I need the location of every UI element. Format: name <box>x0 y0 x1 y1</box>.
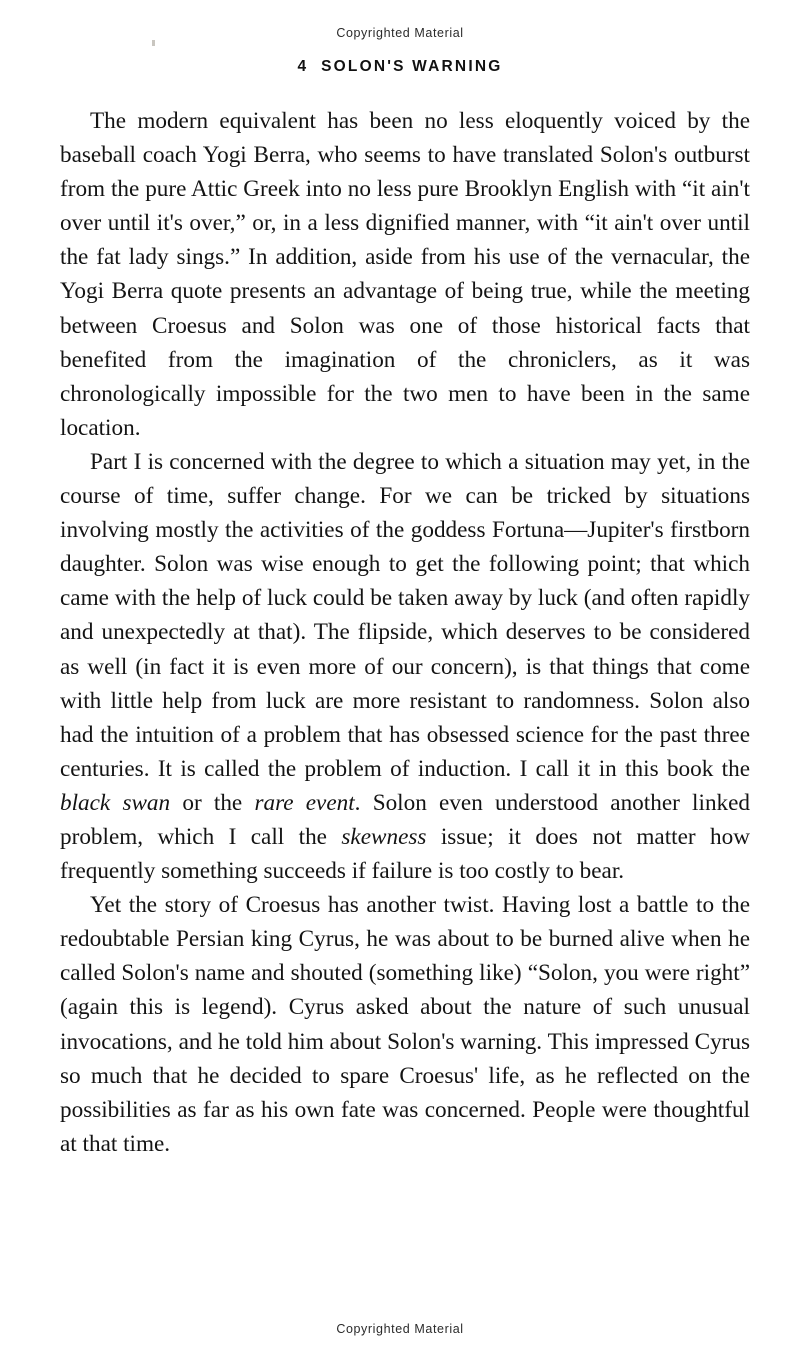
running-head-title: SOLON'S WARNING <box>321 58 503 75</box>
term-black-swan: black swan <box>60 789 171 816</box>
paragraph-2-mid-2: . Solon even understood another linked problem, which I call the <box>60 789 751 850</box>
paragraph-2-mid-1: or the <box>170 789 255 816</box>
running-head <box>0 58 800 76</box>
copyright-watermark-bottom: Copyrighted Material <box>336 1322 464 1336</box>
paragraph-2-lead: Part I is concerned with the degree to which a situation may yet, in the course of time, suffer change. For we can be tricked by situations involving mostly the activities of the goddess Fortuna—Jupiter's firstborn daughter. Solon was wise enough to get the following point; that which came with the help of luck could be taken away by luck (and often rapidly and unexpectedly at that). The flipside, which deserves to be considered as well (in fact it is even more of our concern), is that things that come with little help from luck are more resistant to randomness. Solon also had the intuition of a problem that has obsessed science for the past three centuries. It is called the problem of induction. I call it in this book the <box>60 448 750 782</box>
page-number: 4 <box>297 58 308 75</box>
copyright-watermark-top: Copyrighted Material <box>336 26 464 40</box>
term-rare-event: rare event <box>254 789 355 816</box>
paragraph-1: The modern equivalent has been no less eloquently voiced by the baseball coach Yogi Berra, who seems to have translated Solon's outburst from the pure Attic Greek into no less pure Brooklyn English with “it ain't over until it's over,” or, in a less dignified manner, with “it ain't over until the fat lady sings.” In addition, aside from his use of the vernacular, the Yogi Berra quote presents an advantage of being true, while the meeting between Croesus and Solon was one of those historical facts that benefited from the imagination of the chroniclers, as it was chronologically impossible for the two men to have been in the same location. <box>60 108 750 441</box>
page-speck <box>152 40 155 46</box>
term-skewness: skewness <box>341 823 427 850</box>
paragraph-3: Yet the story of Croesus has another twist. Having lost a battle to the redoubtable Persian king Cyrus, he was about to be burned alive when he called Solon's name and shouted (something like) “Solon, you were right” (again this is legend). Cyrus asked about the nature of such unusual invocations, and he told him about Solon's warning. This impressed Cyrus so much that he decided to spare Croesus' life, as he reflected on the possibilities as far as his own fate was concerned. People were thoughtful at that time. <box>60 892 750 1157</box>
paragraph-2-tail: issue; it does not matter how frequently something succeeds if failure is too costly to bear. <box>60 823 750 885</box>
body-text <box>60 104 750 1161</box>
paragraph-2 <box>60 445 750 888</box>
